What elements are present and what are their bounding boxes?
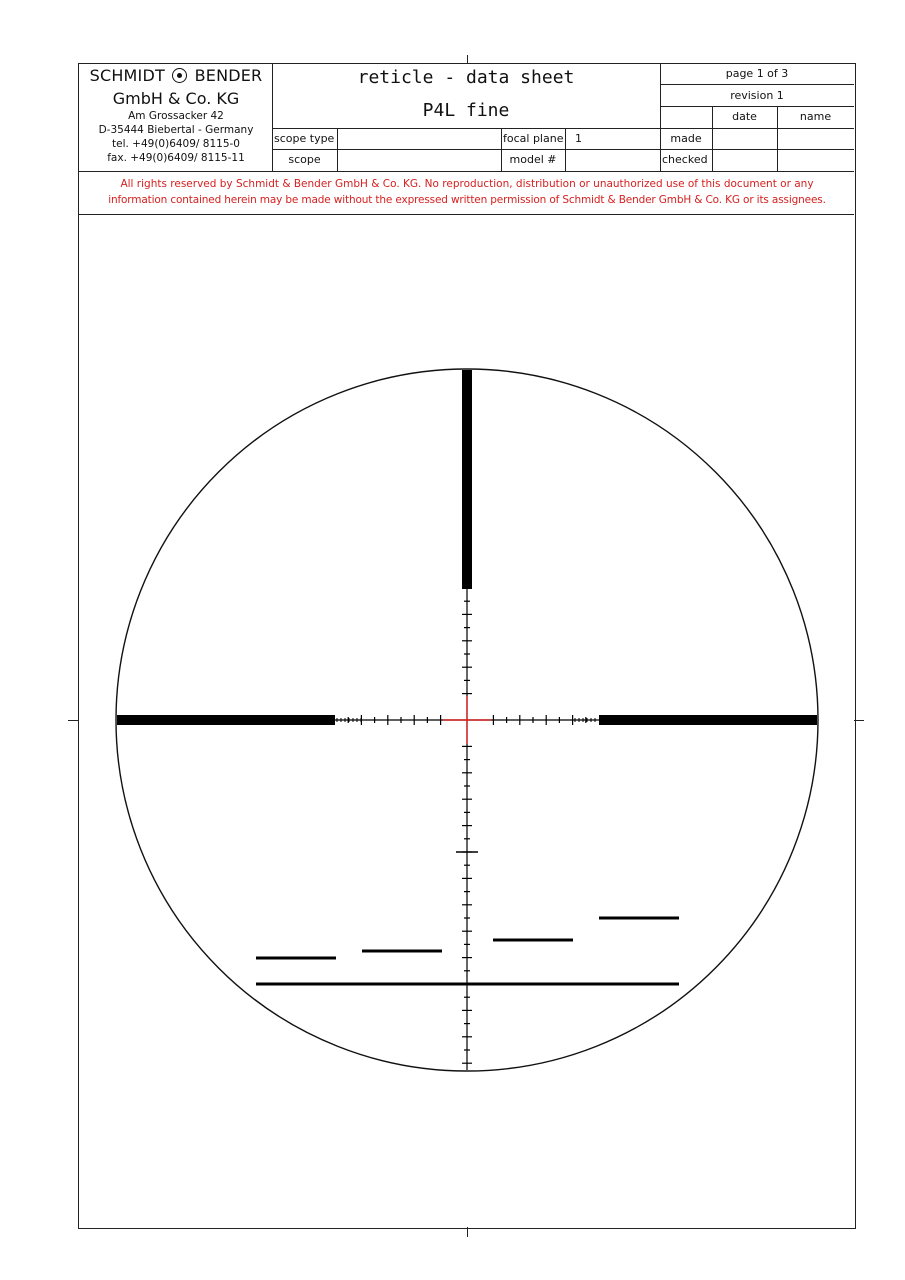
copyright-notice-line1: All rights reserved by Schmidt & Bender GmbH & Co. KG. No reproduction, distribution or unauthorized use of this document or any [120, 178, 814, 190]
scope-type-label: scope type [274, 132, 335, 145]
document-title: reticle - data sheet [357, 67, 575, 88]
scope-label: scope [288, 153, 321, 166]
revision-indicator: revision 1 [730, 89, 784, 102]
checked-label: checked [662, 153, 708, 166]
company-legal-form: GmbH & Co. KG [112, 89, 240, 108]
top-thick-post [462, 370, 472, 589]
name-label: name [799, 110, 832, 123]
page-indicator: page 1 of 3 [725, 67, 789, 80]
made-label: made [670, 132, 702, 145]
right-thick-post [599, 715, 817, 725]
company-tel: tel. +49(0)6409/ 8115-0 [112, 138, 240, 150]
date-label: date [732, 110, 757, 123]
reticle-ticks [337, 601, 595, 1063]
company-name: SCHMIDT BENDER [89, 66, 263, 85]
company-address: Am Grossacker 42 [128, 110, 224, 122]
focal-plane-value: 1 [575, 132, 582, 145]
model-label: model # [509, 153, 557, 166]
company-fax: fax. +49(0)6409/ 8115-11 [107, 152, 245, 164]
focal-plane-label: focal plane [503, 132, 564, 145]
reticle-name: P4L fine [422, 100, 510, 121]
left-thick-post [117, 715, 335, 725]
copyright-notice-line2: information contained herein may be made without the expressed written permission of Schmidt & Bender GmbH & Co. KG or its assignees. [108, 194, 826, 206]
company-city: D-35444 Biebertal - Germany [98, 124, 254, 136]
